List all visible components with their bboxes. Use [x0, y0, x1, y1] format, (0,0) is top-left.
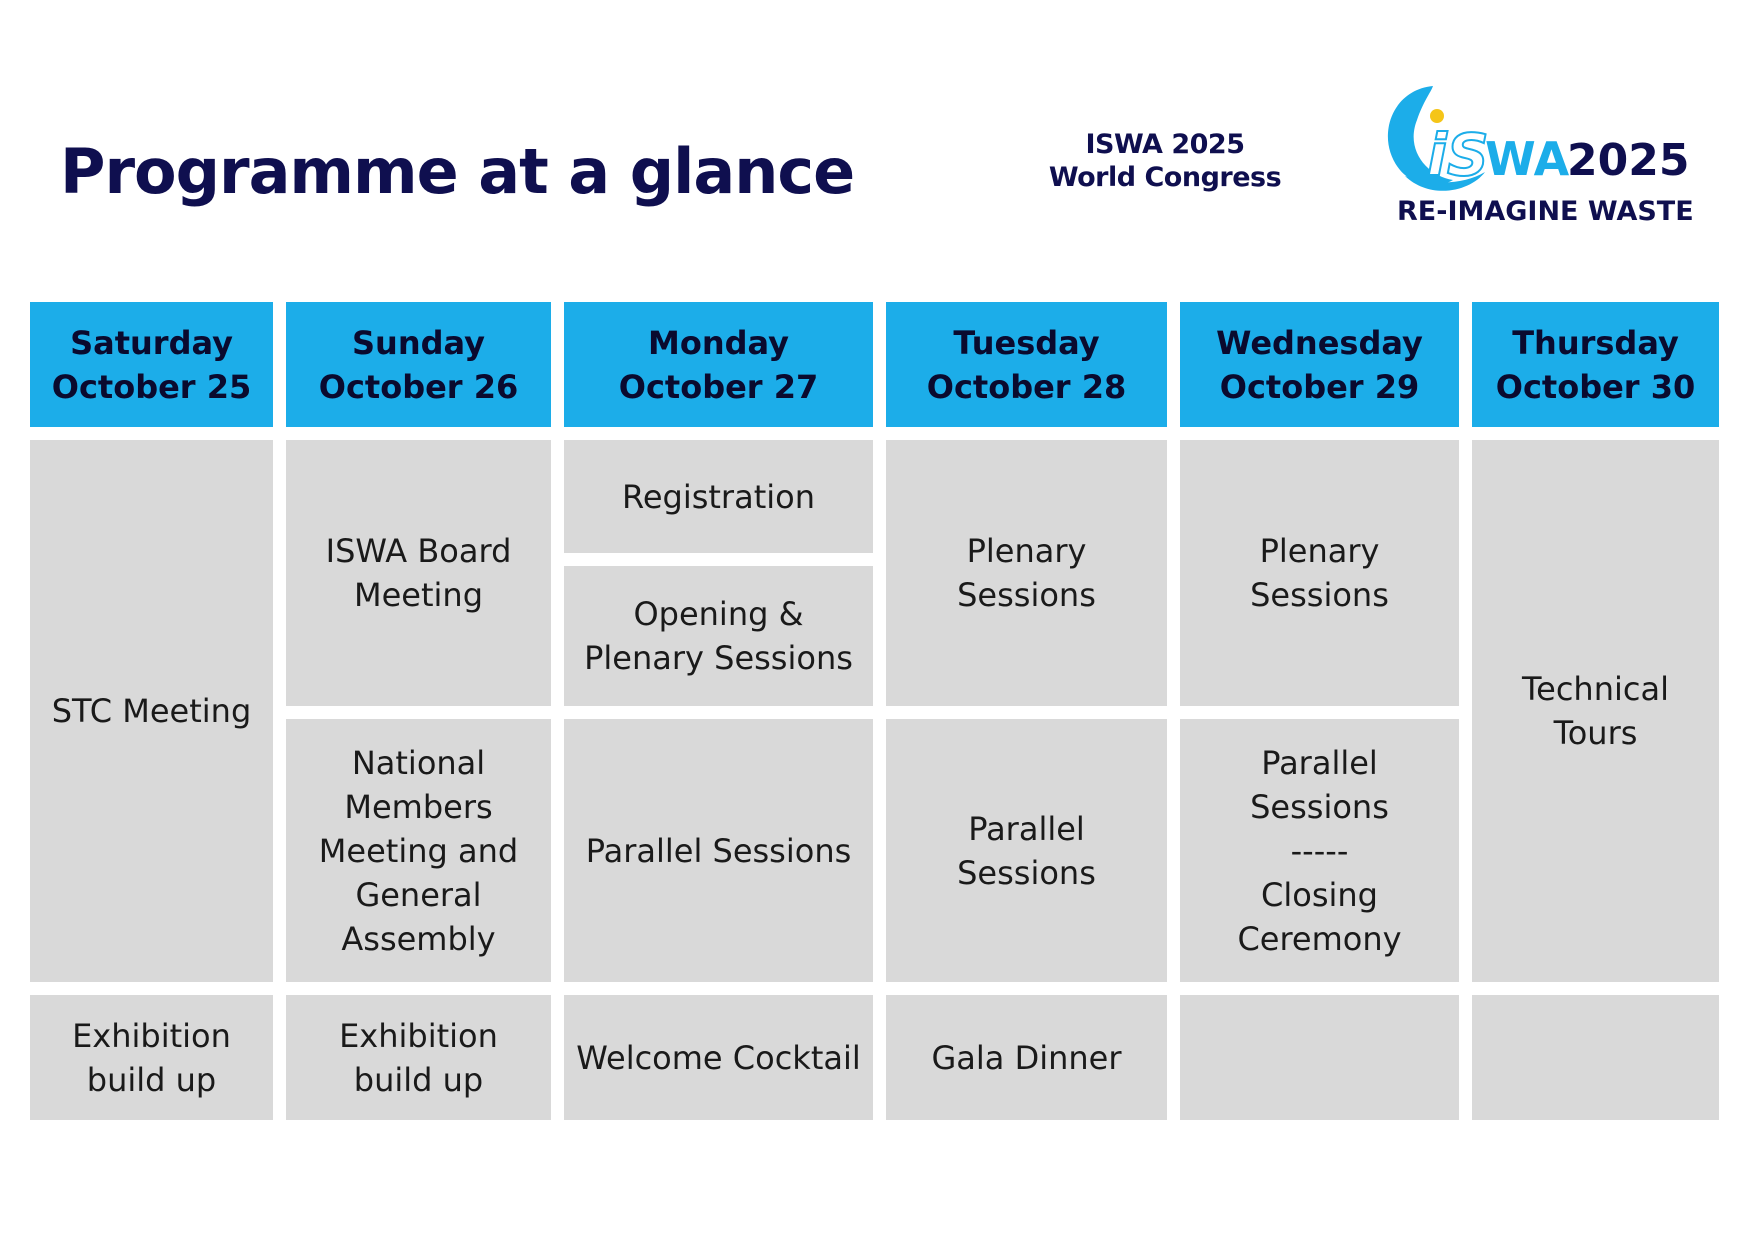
sunday-exhibition: Exhibition build up [286, 995, 551, 1120]
monday-parallel-sessions: Parallel Sessions [564, 719, 873, 982]
world-congress-logo: ISWA 2025 World Congress [1048, 129, 1282, 193]
iswa-letter-i: i [1427, 121, 1447, 189]
wednesday-parallel-sessions: Parallel Sessions [1250, 743, 1389, 826]
iswa-year: 2025 [1567, 135, 1690, 186]
monday-welcome-cocktail: Welcome Cocktail [564, 995, 873, 1120]
day-label: Monday [648, 323, 789, 362]
header-saturday [30, 302, 273, 427]
monday-morning-block [564, 440, 873, 706]
thursday-evening-empty [1472, 995, 1719, 1120]
date-label: October 30 [1495, 367, 1696, 406]
iswa-letter-s: S [1447, 121, 1489, 189]
saturday-exhibition: Exhibition build up [30, 995, 273, 1120]
date-label: October 28 [926, 367, 1127, 406]
header-tuesday [886, 302, 1167, 427]
day-label: Sunday [352, 323, 485, 362]
day-label: Wednesday [1216, 323, 1423, 362]
page-title: Programme at a glance [60, 135, 855, 208]
iswa-letters-wa: WA [1485, 132, 1570, 186]
wednesday-separator: ----- [1290, 831, 1349, 870]
tuesday-parallel-sessions: Parallel Sessions [886, 719, 1167, 982]
tuesday-plenary-sessions: Plenary Sessions [886, 440, 1167, 706]
wednesday-closing-ceremony: Closing Ceremony [1237, 875, 1402, 958]
date-label: October 26 [318, 367, 519, 406]
wednesday-afternoon-block [1180, 719, 1459, 982]
header-monday [564, 302, 873, 427]
programme-grid [30, 302, 1719, 1120]
day-label: Saturday [70, 323, 233, 362]
wednesday-plenary-sessions: Plenary Sessions [1180, 440, 1459, 706]
wednesday-evening-empty [1180, 995, 1459, 1120]
day-label: Tuesday [953, 323, 1100, 362]
saturday-stc-meeting: STC Meeting [30, 440, 273, 982]
header-wednesday [1180, 302, 1459, 427]
date-label: October 29 [1219, 367, 1420, 406]
sunday-board-meeting: ISWA Board Meeting [286, 440, 551, 706]
iswa-2025-logo [1375, 80, 1705, 230]
monday-opening-plenary: Opening & Plenary Sessions [564, 566, 873, 706]
date-label: October 27 [618, 367, 819, 406]
tuesday-gala-dinner: Gala Dinner [886, 995, 1167, 1120]
monday-registration: Registration [564, 440, 873, 553]
sunday-general-assembly: National Members Meeting and General Assembly [286, 719, 551, 982]
header-sunday [286, 302, 551, 427]
header-thursday [1472, 302, 1719, 427]
thursday-technical-tours: Technical Tours [1472, 440, 1719, 982]
day-label: Thursday [1512, 323, 1679, 362]
date-label: October 25 [51, 367, 252, 406]
iswa-tagline: RE-IMAGINE WASTE [1397, 196, 1694, 227]
